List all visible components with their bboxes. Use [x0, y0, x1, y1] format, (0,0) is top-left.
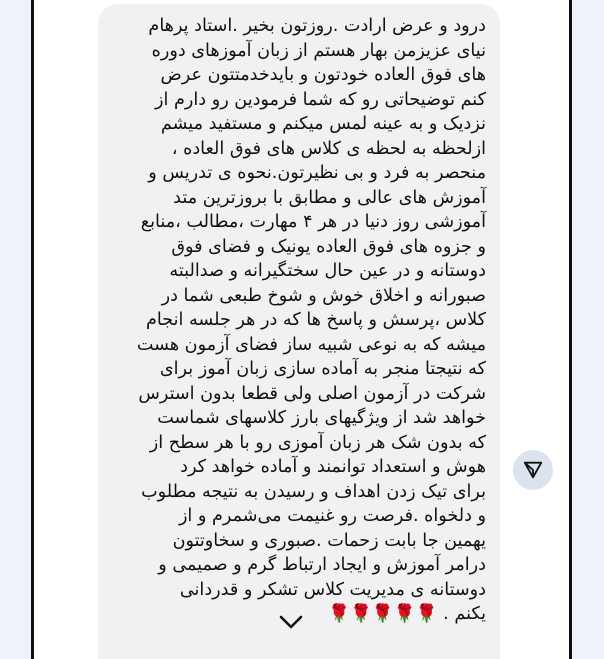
- message-line: منحصر به فرد و بی نظیرتون.نحوه ی تدریس و: [148, 163, 486, 183]
- message-line: کنم توضیحاتی رو که شما فرمودین رو دارم از: [155, 89, 486, 110]
- message-line: دوستانه ی مدیریت کلاس تشکر و قدردانی: [179, 579, 486, 600]
- message-bubble[interactable]: [98, 4, 500, 659]
- message-line: درامر آموزش و ایجاد ارتباط گرم و صمیمی و: [158, 555, 486, 575]
- message-line: شرکت در آزمون اصلی ولی قطعا بدون استرس: [138, 383, 486, 404]
- message-line: آموزشی روز دنیا در هر ۴ مهارت ،مطالب ،منابع: [140, 212, 486, 232]
- message-line: برای تیک زدن اهداف و رسیدن به نتیجه مطلوب: [141, 481, 486, 502]
- message-line: که نتیجتا منجر به آماده سازی زبان آموز برای: [159, 359, 486, 379]
- rose-emojis: 🌹🌹🌹🌹🌹: [328, 604, 438, 624]
- chevron-down-icon: [278, 614, 304, 630]
- message-line: و جزوه های فوق العاده یونیک و فضای فوق: [171, 236, 486, 257]
- message-line: خواهد شد از ویژگیهای بارز کلاسهای شماست: [157, 408, 486, 428]
- message-line: آموزش های عالی و مطابق با بروزترین متد: [173, 187, 486, 208]
- message-line: یکنم .: [443, 604, 486, 624]
- message-line: که بدون شک هر زبان آموزی رو با هر سطح از: [149, 432, 486, 453]
- message-line: میشه که به نوعی شبیه ساز فضای آزمون هست: [136, 334, 486, 355]
- send-icon: [522, 459, 544, 481]
- message-line: نیای عزیزمن بهار هستم از زبان آموزهای دوره: [151, 40, 486, 61]
- message-line: دوستانه و در عین حال سختگیرانه و صدالبته: [169, 261, 486, 281]
- message-line: هوش و استعداد توانمند و آماده خواهد کرد: [180, 457, 486, 477]
- message-text: [110, 14, 486, 627]
- message-line: ازلحظه به لحظه ی کلاس های فوق العاده ،: [171, 138, 486, 159]
- expand-message-button[interactable]: [276, 607, 306, 637]
- message-line: درود و عرض ارادت .روزتون بخیر .استاد پرهام: [148, 16, 486, 36]
- message-line: نزدیک و به عینه لمس میکنم و مستفید میشم: [160, 114, 486, 134]
- message-line: صبورانه و اخلاق خوش و شوخ طبعی شما در: [161, 285, 486, 306]
- share-button[interactable]: [513, 450, 553, 490]
- message-line: های فوق العاده خودتون و بایدخدمتتون عرض: [160, 65, 486, 85]
- message-line: و دلخواه .فرصت رو غنیمت می‌شمرم و از: [178, 506, 486, 526]
- message-line: کلاس ،پرسش و پاسخ ها که در هر جلسه انجام: [146, 310, 486, 330]
- message-line: یهمین جا بابت زحمات .صبوری و سخاوتتون: [172, 530, 486, 551]
